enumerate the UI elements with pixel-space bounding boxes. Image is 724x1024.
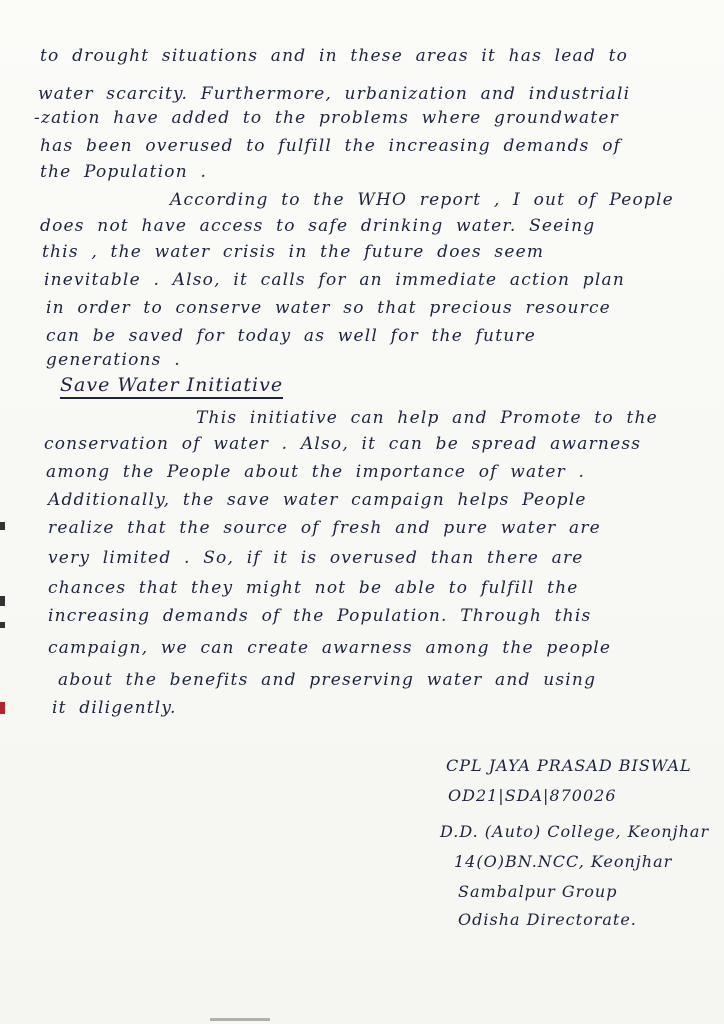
signature-reg-no: OD21|SDA|870026 <box>448 786 617 805</box>
paragraph3-line-8: increasing demands of the Population. Through this <box>48 606 592 626</box>
paragraph3-line-11: it diligently. <box>52 698 177 718</box>
paragraph3-line-4: Additionally, the save water campaign helps People <box>48 490 587 510</box>
paragraph3-line-5: realize that the source of fresh and pure water are <box>48 518 601 538</box>
paragraph2-line-7: generations . <box>46 350 181 370</box>
paragraph3-line-10: about the benefits and preserving water and using <box>58 670 597 690</box>
signature-group: Sambalpur Group <box>458 882 618 901</box>
paragraph2-line-4: inevitable . Also, it calls for an immediate action plan <box>44 270 626 290</box>
paragraph3-line-1: This initiative can help and Promote to the <box>196 408 658 428</box>
paragraph1-line-1: to drought situations and in these areas it has lead to <box>40 46 629 66</box>
paragraph1-line-2: water scarcity. Furthermore, urbanization and industriali <box>38 84 631 104</box>
left-edge-mark <box>0 596 5 606</box>
bottom-smudge <box>210 1018 270 1021</box>
paragraph2-line-1: According to the WHO report , I out of People <box>170 190 674 210</box>
left-edge-mark <box>0 522 5 530</box>
section-heading: Save Water Initiative <box>60 374 283 399</box>
paragraph3-line-6: very limited . So, if it is overused than there are <box>48 548 584 568</box>
signature-name: CPL JAYA PRASAD BISWAL <box>446 756 692 775</box>
signature-unit: 14(O)BN.NCC, Keonjhar <box>454 852 673 871</box>
signature-college: D.D. (Auto) College, Keonjhar <box>440 822 710 841</box>
paragraph2-line-6: can be saved for today as well for the future <box>46 326 536 346</box>
signature-directorate: Odisha Directorate. <box>458 910 637 929</box>
paragraph3-line-2: conservation of water . Also, it can be spread awarness <box>44 434 642 454</box>
paragraph2-line-5: in order to conserve water so that precious resource <box>46 298 611 318</box>
paragraph3-line-3: among the People about the importance of water . <box>46 462 586 482</box>
paragraph2-line-2: does not have access to safe drinking water. Seeing <box>40 216 596 236</box>
paragraph1-line-3: -zation have added to the problems where groundwater <box>34 108 619 128</box>
left-edge-mark <box>0 622 5 628</box>
paragraph2-line-3: this , the water crisis in the future does seem <box>42 242 545 262</box>
left-edge-mark-red <box>0 702 5 714</box>
paragraph1-line-4: has been overused to fulfill the increasing demands of <box>40 136 622 156</box>
paragraph3-line-7: chances that they might not be able to fulfill the <box>48 578 579 598</box>
paragraph3-line-9: campaign, we can create awarness among the people <box>48 638 612 658</box>
paragraph1-line-5: the Population . <box>40 162 208 182</box>
